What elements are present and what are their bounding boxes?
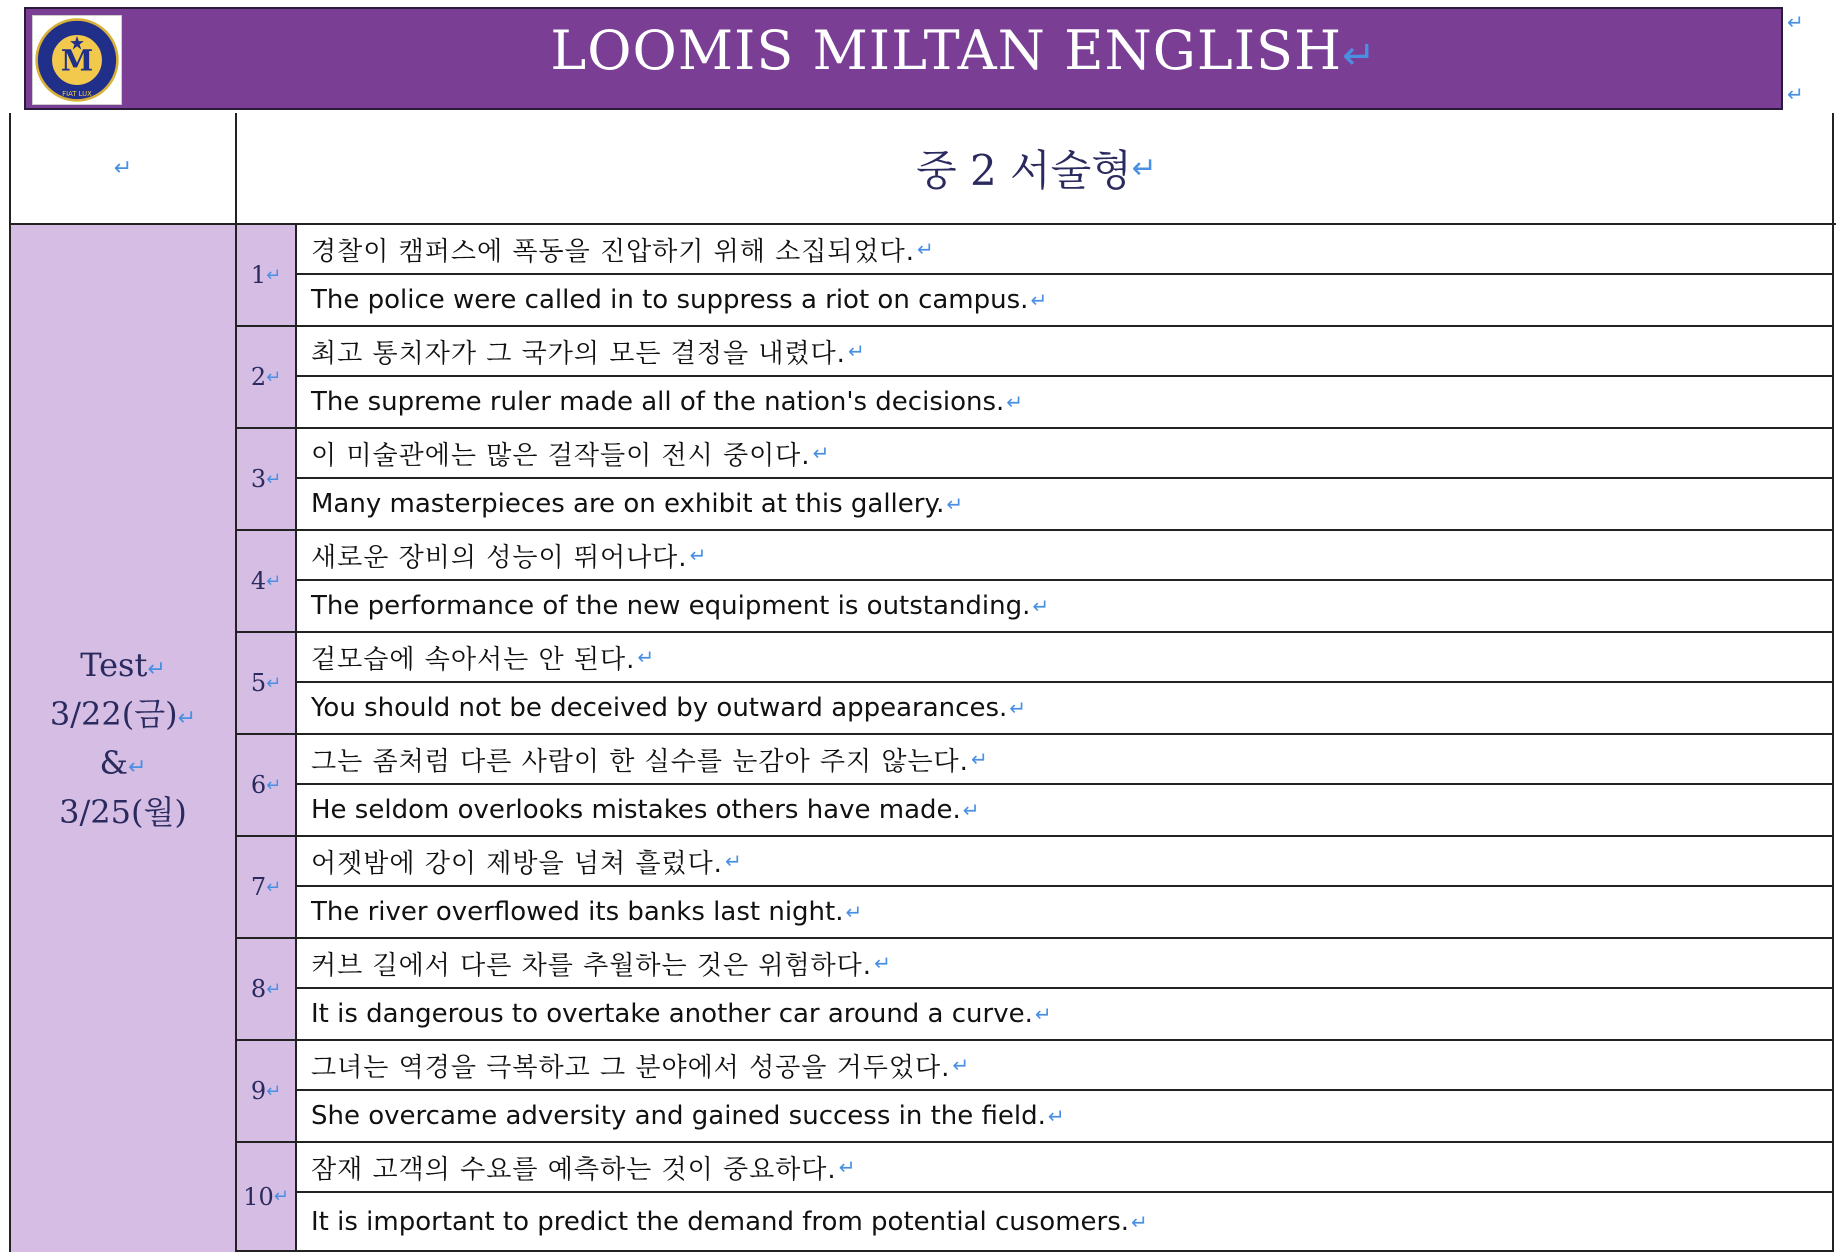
item-number: 9 ↵ [237,1041,297,1141]
table-right-border [1832,113,1834,1252]
paragraph-mark-icon: ↵ [1030,288,1048,312]
test-date-1: 3/22(금) [49,695,178,733]
list-item [237,531,1834,633]
item-number: 3 ↵ [237,429,297,529]
list-item [237,837,1834,939]
list-item [237,225,1834,327]
item-number: 7 ↵ [237,837,297,937]
item-number: 1 ↵ [237,225,297,325]
paragraph-mark-icon: ↵ [1047,1104,1065,1128]
paragraph-mark-icon: ↵ [1787,10,1804,34]
sentence-list [237,225,1834,1252]
paragraph-mark-icon: ↵ [838,1155,857,1179]
korean-sentence: 어젯밤에 강이 제방을 넘쳐 흘렀다. ↵ [297,837,1834,887]
list-item [237,1143,1834,1252]
korean-sentence: 그녀는 역경을 극복하고 그 분야에서 성공을 거두었다. ↵ [297,1041,1834,1091]
english-sentence: The river overflowed its banks last night. ↵ [311,897,863,927]
svg-text:FIAT LUX: FIAT LUX [62,90,92,99]
english-sentence: He seldom overlooks mistakes others have made. ↵ [311,795,980,825]
item-number: 6 ↵ [237,735,297,835]
paragraph-mark-icon: ↵ [812,441,831,465]
test-label: Test [80,646,148,684]
korean-sentence: 경찰이 캠퍼스에 폭동을 진압하기 위해 소집되었다. ↵ [297,225,1834,275]
english-sentence: The police were called in to suppress a riot on campus. ↵ [311,285,1048,315]
paragraph-mark-icon: ↵ [1787,82,1804,106]
header-banner [24,7,1783,110]
korean-sentence: 새로운 장비의 성능이 뛰어나다. ↵ [297,531,1834,581]
item-number: 5 ↵ [237,633,297,733]
list-item [237,429,1834,531]
test-date-cell [11,225,237,1252]
item-number: 2 ↵ [237,327,297,427]
english-sentence: You should not be deceived by outward appearances. ↵ [311,693,1027,723]
english-sentence: She overcame adversity and gained success in the field. ↵ [311,1101,1065,1131]
korean-sentence: 이 미술관에는 많은 걸작들이 전시 중이다. ↵ [297,429,1834,479]
paragraph-mark-icon: ↵ [847,339,866,363]
paragraph-mark-icon: ↵ [962,798,980,822]
paragraph-mark-icon: ↵ [952,1053,971,1077]
english-sentence: It is important to predict the demand from potential cusomers. ↵ [311,1206,1148,1237]
paragraph-mark-icon: ↵ [845,900,863,924]
empty-cell [11,113,237,223]
paragraph-mark-icon: ↵ [1131,150,1157,186]
paragraph-mark-icon: ↵ [147,657,166,682]
paragraph-mark-icon: ↵ [970,747,989,771]
english-sentence: The supreme ruler made all of the nation's decisions. ↵ [311,387,1024,417]
english-sentence: The performance of the new equipment is outstanding. ↵ [311,591,1050,621]
paragraph-mark-icon: ↵ [177,706,197,731]
test-ampersand: & [99,744,129,782]
paragraph-mark-icon: ↵ [1034,1002,1052,1026]
korean-sentence: 커브 길에서 다른 차를 추월하는 것은 위험하다. ↵ [297,939,1834,989]
english-sentence: Many masterpieces are on exhibit at this gallery. ↵ [311,489,964,519]
subtitle-row [11,113,1836,225]
korean-sentence: 최고 통치자가 그 국가의 모든 결정을 내렸다. ↵ [297,327,1834,377]
paragraph-mark-icon: ↵ [113,155,133,181]
list-item [237,633,1834,735]
paragraph-mark-icon: ↵ [637,645,656,669]
paragraph-mark-icon: ↵ [724,849,743,873]
emblem-icon [34,17,120,103]
item-number: 4 ↵ [237,531,297,631]
item-number: 8 ↵ [237,939,297,1039]
page-title-text: LOOMIS MILTAN ENGLISH [550,19,1343,82]
paragraph-mark-icon: ↵ [1342,33,1377,79]
item-number: 10 ↵ [237,1143,297,1250]
list-item [237,939,1834,1041]
korean-sentence: 그는 좀처럼 다른 사람이 한 실수를 눈감아 주지 않는다. ↵ [297,735,1834,785]
korean-sentence: 겉모습에 속아서는 안 된다. ↵ [297,633,1834,683]
paragraph-mark-icon: ↵ [1006,390,1024,414]
school-logo [32,15,122,105]
subtitle-text: 중 2 서술형 [916,146,1132,195]
paragraph-mark-icon: ↵ [946,492,964,516]
list-item [237,735,1834,837]
paragraph-mark-icon: ↵ [1009,696,1027,720]
paragraph-mark-icon: ↵ [128,755,147,780]
paragraph-mark-icon: ↵ [1032,594,1050,618]
paragraph-mark-icon: ↵ [917,237,935,261]
english-sentence: It is dangerous to overtake another car around a curve. ↵ [311,999,1052,1029]
paragraph-mark-icon: ↵ [689,543,708,567]
paragraph-mark-icon: ↵ [1131,1209,1148,1234]
korean-sentence: 잠재 고객의 수요를 예측하는 것이 중요하다. ↵ [297,1143,1834,1193]
worksheet-table [9,113,1834,1252]
subtitle-cell [237,113,1836,223]
paragraph-mark-icon: ↵ [874,951,892,975]
svg-text:M: M [60,43,94,78]
list-item [237,327,1834,429]
test-date-2: 3/25(월) [59,793,187,831]
list-item [237,1041,1834,1143]
page-title [146,19,1781,82]
